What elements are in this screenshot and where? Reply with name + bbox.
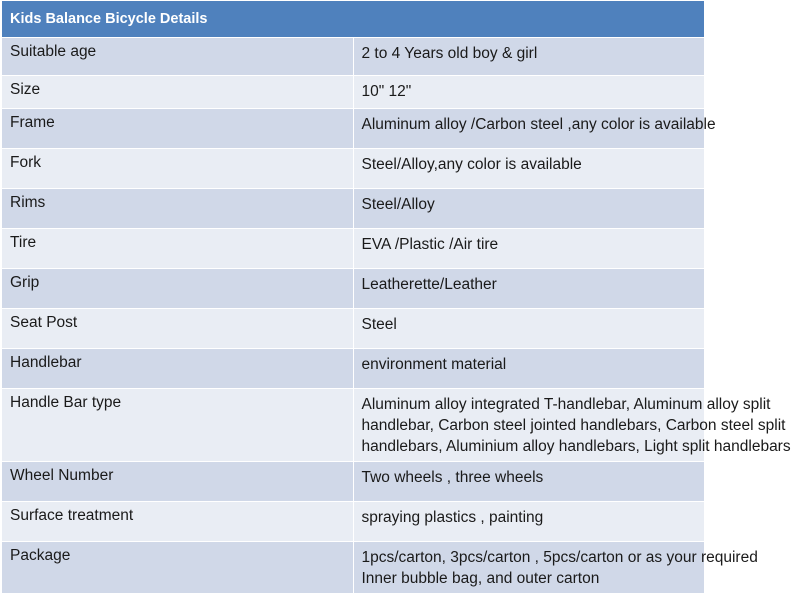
row-label: Tire — [2, 229, 354, 269]
value-line: spraying plastics , painting — [361, 509, 544, 526]
row-label: Handle Bar type — [2, 389, 354, 462]
row-label: Size — [2, 76, 354, 109]
value-line: Two wheels , three wheels — [361, 469, 544, 486]
row-label: Grip — [2, 269, 354, 309]
value-line: environment material — [361, 356, 507, 373]
table-row — [2, 38, 705, 76]
row-value — [353, 189, 705, 229]
row-label: Frame — [2, 109, 354, 149]
value-line: Steel/Alloy,any color is available — [361, 156, 582, 173]
table-row — [2, 269, 705, 309]
value-line: EVA /Plastic /Air tire — [361, 236, 499, 253]
row-label: Wheel Number — [2, 462, 354, 502]
value-line: handlebar, Carbon steel jointed handlebars, Carbon steel split — [361, 417, 786, 434]
table-row — [2, 76, 705, 109]
value-line: Leatherette/Leather — [361, 276, 497, 293]
value-line: Steel/Alloy — [361, 196, 435, 213]
row-value — [353, 109, 716, 149]
row-value — [353, 38, 705, 76]
value-line: 2 to 4 Years old boy & girl — [361, 45, 538, 62]
table-row — [2, 109, 705, 149]
table-row — [2, 389, 705, 462]
row-value — [353, 389, 791, 462]
row-value — [353, 462, 705, 502]
row-label: Surface treatment — [2, 502, 354, 542]
table-row — [2, 462, 705, 502]
row-label: Package — [2, 542, 354, 594]
value-line: 1pcs/carton, 3pcs/carton , 5pcs/carton or as your required — [361, 549, 758, 566]
table-row — [2, 189, 705, 229]
row-value — [353, 542, 758, 594]
row-value — [353, 229, 705, 269]
table-row — [2, 309, 705, 349]
table-title: Kids Balance Bicycle Details — [2, 1, 705, 38]
spec-table — [1, 0, 791, 594]
table-row — [2, 149, 705, 189]
row-label: Rims — [2, 189, 354, 229]
table-row — [2, 349, 705, 389]
value-line: Aluminum alloy /Carbon steel ,any color is available — [361, 116, 716, 133]
table-row — [2, 502, 705, 542]
table-header-row — [2, 1, 705, 38]
row-label: Seat Post — [2, 309, 354, 349]
value-line: handlebars, Aluminium alloy handlebars, Light split handlebars — [361, 438, 791, 455]
value-line: Inner bubble bag, and outer carton — [361, 570, 600, 587]
row-label: Fork — [2, 149, 354, 189]
row-label: Suitable age — [2, 38, 354, 76]
table-row — [2, 542, 705, 594]
value-line: Aluminum alloy integrated T-handlebar, Aluminum alloy split — [361, 396, 771, 413]
row-value — [353, 76, 705, 109]
value-line: 10" 12" — [361, 83, 412, 100]
value-line: Steel — [361, 316, 397, 333]
row-value — [353, 502, 705, 542]
row-value — [353, 149, 705, 189]
table-row — [2, 229, 705, 269]
row-value — [353, 269, 705, 309]
row-label: Handlebar — [2, 349, 354, 389]
row-value — [353, 349, 705, 389]
row-value — [353, 309, 705, 349]
